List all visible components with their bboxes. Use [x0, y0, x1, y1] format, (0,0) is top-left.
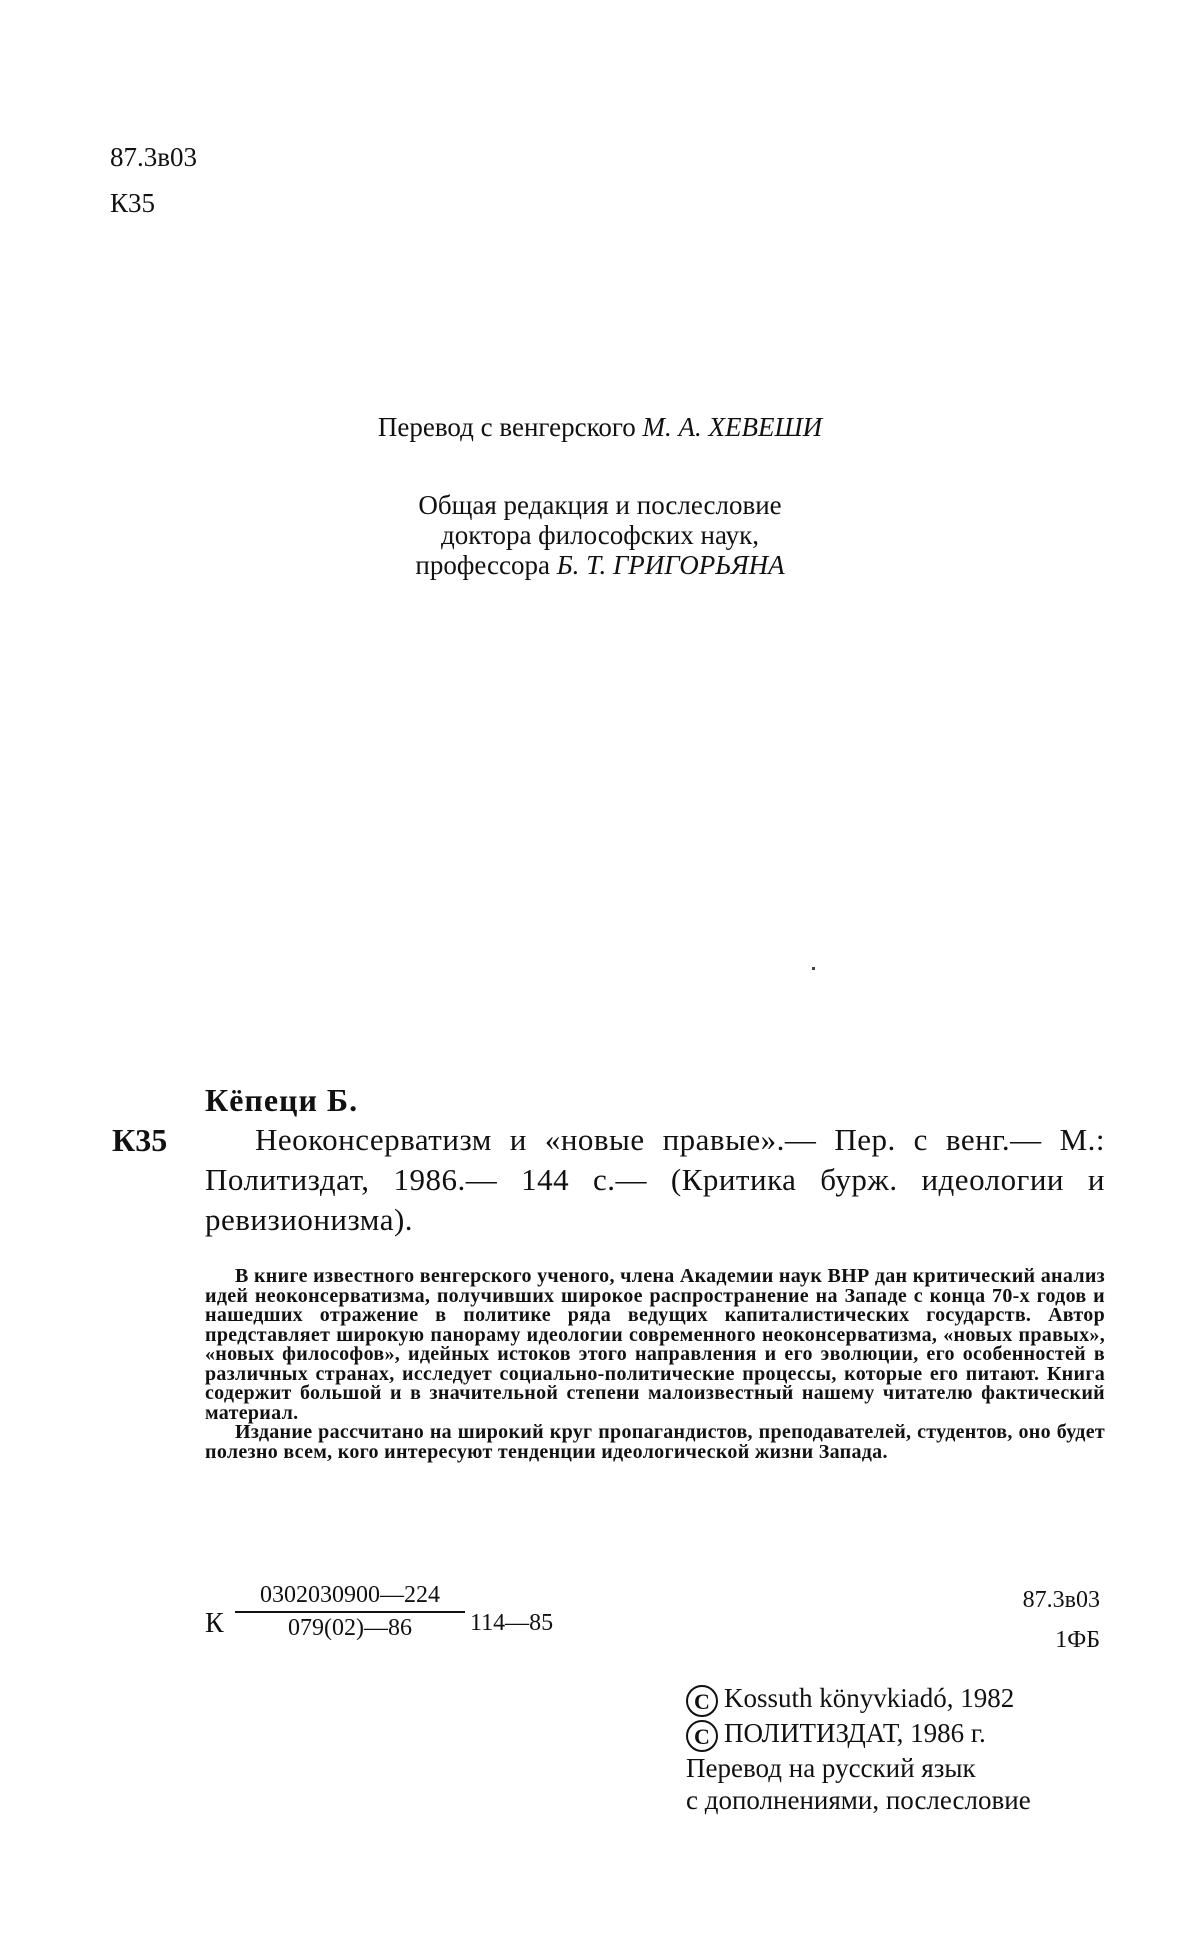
annotation-paragraph-1: В книге известного венгерского ученого, члена Академии наук ВНР дан критический анализ идей неоконсерватизма, получивших широкое распространение на Западе с конца 70-х годов и нашедших отражение в политике ряда ведущих капиталистических государств. Автор представляет широкую панораму идеологии современного неоконсерватизма, «новых правых», «новых философов», идейных истоков этого направления и его эволюции, его особенностей в различных странах, исследует социально-политические процессы, которые его питают. Книга содержит большой и в значительной степени малоизвестный нашему читателю фактический материал.	[205, 1265, 1105, 1424]
annotation-paragraph-2: Издание рассчитано на широкий круг пропагандистов, преподавателей, студентов, оно будет полезно всем, кого интересуют тенденции идеологической жизни Запада.	[205, 1421, 1105, 1463]
translation-prefix: Перевод с венгерского	[377, 412, 643, 442]
copyright-line-1: C Kossuth könyvkiadó, 1982	[686, 1682, 1106, 1717]
editor-name: Б. Т. ГРИГОРЬЯНА	[556, 550, 785, 580]
right-codes	[1023, 1580, 1100, 1660]
index-numerator: 0302030900—224	[235, 1582, 465, 1613]
catalog-code: К35	[112, 1122, 168, 1158]
editor-prefix: профессора	[415, 550, 557, 580]
print-speck	[812, 967, 815, 970]
editorial-credit-line3	[0, 548, 1200, 582]
translator-name: М. А. ХЕВЕШИ	[642, 412, 823, 442]
copyright-line-2: C ПОЛИТИЗДАТ, 1986 г.	[686, 1717, 1106, 1752]
copyright-block	[686, 1682, 1106, 1816]
copyright-icon: C	[686, 1685, 718, 1717]
right-code-1: 87.3в03	[1022, 1587, 1100, 1613]
index-suffix: 114—85	[470, 1610, 554, 1636]
annotation	[205, 1267, 1105, 1462]
biblio-text: Неоконсерватизм и «новые правые».— Пер. с венг.— М.: Политиздат, 1986.— 144 с.— (Критика бурж. идеологии и ревизионизма).	[205, 1122, 1105, 1237]
udc-code: 87.3в03	[110, 142, 197, 172]
index-letter: К	[205, 1608, 224, 1639]
editorial-credit-line1: Общая редакция и послесловие	[418, 490, 782, 520]
translation-credit	[0, 410, 1200, 444]
copyright-line-3: Перевод на русский язык	[686, 1752, 976, 1783]
index-fraction	[235, 1582, 465, 1642]
index-denominator: 079(02)—86	[288, 1615, 412, 1641]
bibliographic-description	[205, 1120, 1105, 1240]
catalog-author: Кёпеци Б.	[205, 1082, 359, 1118]
editorial-credit-line2: доктора философских наук,	[441, 520, 759, 550]
author-mark: К35	[110, 188, 156, 218]
copyright-line-4: с дополнениями, послесловие	[686, 1784, 1031, 1815]
copyright-icon: C	[686, 1720, 718, 1752]
right-code-2: 1ФБ	[1055, 1627, 1100, 1653]
